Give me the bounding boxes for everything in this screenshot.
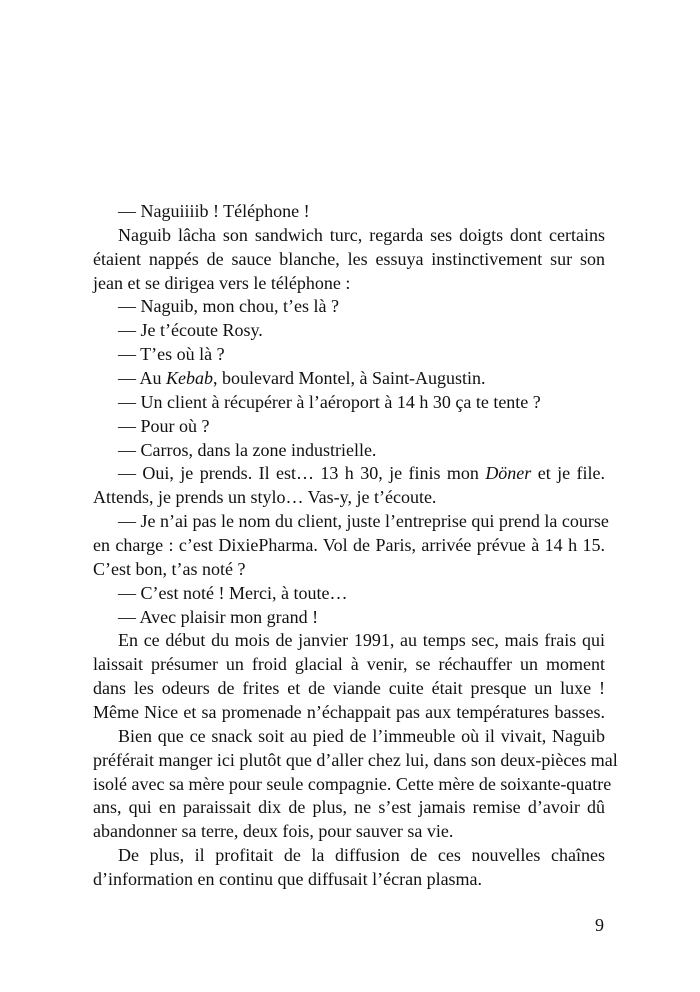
text-line: étaient nappés de sauce blanche, les essuya instinctivement sur son — [93, 248, 605, 269]
text-line: jean et se dirigea vers le téléphone : — [93, 272, 351, 293]
text-line: ans, qui en paraissait dix de plus, ne s’est jamais remise d’avoir dû — [93, 797, 605, 818]
text-line: Bien que ce snack soit au pied de l’immeuble où il vivait, Naguib — [118, 725, 605, 746]
italic-text: Kebab — [166, 368, 214, 389]
page-number: 9 — [595, 914, 604, 935]
text-line: — T’es où là ? — [118, 344, 225, 365]
italic-text: Döner — [485, 463, 532, 484]
text-line: — Pour où ? — [118, 415, 210, 436]
page — [93, 200, 618, 938]
text-line — [93, 367, 605, 391]
text-segment: , boulevard Montel, à Saint-Augustin. — [213, 368, 486, 389]
text-line — [93, 462, 605, 486]
text-line: isolé avec sa mère pour seule compagnie. Cette mère de soixante-quatre — [93, 773, 612, 794]
text-line: Même Nice et sa promenade n’échappait pas aux températures basses. — [93, 702, 605, 723]
text-line: — C’est noté ! Merci, à toute… — [118, 582, 348, 603]
text-line: — Carros, dans la zone industrielle. — [118, 439, 377, 460]
text-segment: et je file. — [531, 463, 605, 484]
text-line: — Je t’écoute Rosy. — [118, 320, 263, 341]
text-line: en charge : c’est DixiePharma. Vol de Paris, arrivée prévue à 14 h 15. — [93, 535, 605, 556]
text-line: — Je n’ai pas le nom du client, juste l’entreprise qui prend la course — [118, 511, 609, 532]
text-segment: — Au — [118, 368, 167, 389]
text-line: — Naguib, mon chou, t’es là ? — [118, 296, 339, 317]
text-line: — Avec plaisir mon grand ! — [118, 606, 319, 627]
text-line: — Naguiiiib ! Téléphone ! — [118, 201, 310, 221]
text-line: Naguib lâcha son sandwich turc, regarda ses doigts dont certains — [118, 224, 605, 245]
text-line: C’est bon, t’as noté ? — [93, 558, 246, 579]
text-line: préférait manger ici plutôt que d’aller chez lui, dans son deux-pièces mal — [93, 749, 618, 770]
text-line: En ce début du mois de janvier 1991, au temps sec, mais frais qui — [118, 630, 605, 651]
text-line: — Un client à récupérer à l’aéroport à 14 h 30 ça te tente ? — [118, 391, 541, 412]
text-line: dans les odeurs de frites et de viande cuite était presque un luxe ! — [93, 678, 605, 699]
body-text — [93, 200, 618, 892]
text-line: d’information en continu que diffusait l’écran plasma. — [93, 869, 483, 890]
text-line: Attends, je prends un stylo… Vas-y, je t’écoute. — [93, 487, 437, 508]
text-line: abandonner sa terre, deux fois, pour sauver sa vie. — [93, 821, 454, 842]
text-segment: — Oui, je prends. Il est… 13 h 30, je finis mon — [118, 463, 486, 484]
text-line: De plus, il profitait de la diffusion de ces nouvelles chaînes — [118, 845, 605, 866]
text-line: laissait présumer un froid glacial à venir, se réchauffer un moment — [93, 654, 605, 675]
